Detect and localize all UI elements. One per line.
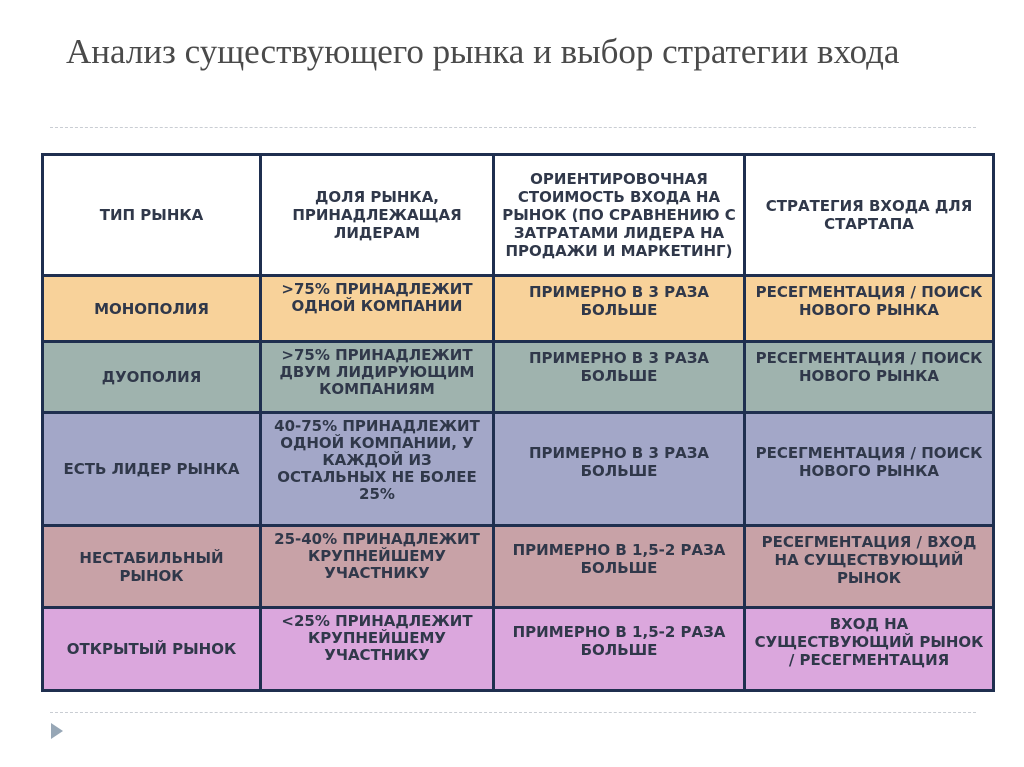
title-divider bbox=[50, 127, 976, 128]
market-strategy-table bbox=[41, 153, 995, 692]
cell-entry-strategy: ВХОД НА СУЩЕСТВУЮЩИЙ РЫНОК / РЕСЕГМЕНТАЦИЯ bbox=[745, 608, 994, 691]
cell-entry-strategy: РЕСЕГМЕНТАЦИЯ / ВХОД НА СУЩЕСТВУЮЩИЙ РЫНОК bbox=[745, 526, 994, 608]
table-row-duopoly bbox=[43, 342, 994, 413]
footer-divider bbox=[50, 712, 976, 713]
cell-entry-strategy: РЕСЕГМЕНТАЦИЯ / ПОИСК НОВОГО РЫНКА bbox=[745, 342, 994, 413]
cell-entry-strategy: РЕСЕГМЕНТАЦИЯ / ПОИСК НОВОГО РЫНКА bbox=[745, 413, 994, 526]
cell-market-type: ДУОПОЛИЯ bbox=[43, 342, 261, 413]
cell-market-type: МОНОПОЛИЯ bbox=[43, 276, 261, 342]
header-leader-share: ДОЛЯ РЫНКА, ПРИНАДЛЕЖАЩАЯ ЛИДЕРАМ bbox=[261, 155, 494, 276]
cell-entry-strategy: РЕСЕГМЕНТАЦИЯ / ПОИСК НОВОГО РЫНКА bbox=[745, 276, 994, 342]
cell-leader-share: 25-40% ПРИНАДЛЕЖИТ КРУПНЕЙШЕМУ УЧАСТНИКУ bbox=[261, 526, 494, 608]
table-row-market-leader bbox=[43, 413, 994, 526]
header-market-type: ТИП РЫНКА bbox=[43, 155, 261, 276]
table-row-monopoly bbox=[43, 276, 994, 342]
cell-entry-cost: ПРИМЕРНО В 1,5-2 РАЗА БОЛЬШЕ bbox=[494, 526, 745, 608]
cell-entry-cost: ПРИМЕРНО В 3 РАЗА БОЛЬШЕ bbox=[494, 413, 745, 526]
header-entry-strategy: СТРАТЕГИЯ ВХОДА ДЛЯ СТАРТАПА bbox=[745, 155, 994, 276]
cell-market-type: ОТКРЫТЫЙ РЫНОК bbox=[43, 608, 261, 691]
cell-leader-share: >75% ПРИНАДЛЕЖИТ ДВУМ ЛИДИРУЮЩИМ КОМПАНИЯМ bbox=[261, 342, 494, 413]
table-header-row bbox=[43, 155, 994, 276]
cell-entry-cost: ПРИМЕРНО В 1,5-2 РАЗА БОЛЬШЕ bbox=[494, 608, 745, 691]
table-row-unstable-market bbox=[43, 526, 994, 608]
cell-leader-share: >75% ПРИНАДЛЕЖИТ ОДНОЙ КОМПАНИИ bbox=[261, 276, 494, 342]
cell-entry-cost: ПРИМЕРНО В 3 РАЗА БОЛЬШЕ bbox=[494, 276, 745, 342]
cell-market-type: НЕСТАБИЛЬНЫЙ РЫНОК bbox=[43, 526, 261, 608]
header-entry-cost: ОРИЕНТИРОВОЧНАЯ СТОИМОСТЬ ВХОДА НА РЫНОК (ПО СРАВНЕНИЮ С ЗАТРАТАМИ ЛИДЕРА НА ПРОДАЖИ И МАРКЕТИНГ) bbox=[494, 155, 745, 276]
triangle-right-icon bbox=[51, 723, 63, 739]
cell-entry-cost: ПРИМЕРНО В 3 РАЗА БОЛЬШЕ bbox=[494, 342, 745, 413]
cell-leader-share: 40-75% ПРИНАДЛЕЖИТ ОДНОЙ КОМПАНИИ, У КАЖДОЙ ИЗ ОСТАЛЬНЫХ НЕ БОЛЕЕ 25% bbox=[261, 413, 494, 526]
slide-title: Анализ существующего рынка и выбор стратегии входа bbox=[66, 32, 900, 71]
cell-market-type: ЕСТЬ ЛИДЕР РЫНКА bbox=[43, 413, 261, 526]
table-row-open-market bbox=[43, 608, 994, 691]
cell-leader-share: <25% ПРИНАДЛЕЖИТ КРУПНЕЙШЕМУ УЧАСТНИКУ bbox=[261, 608, 494, 691]
